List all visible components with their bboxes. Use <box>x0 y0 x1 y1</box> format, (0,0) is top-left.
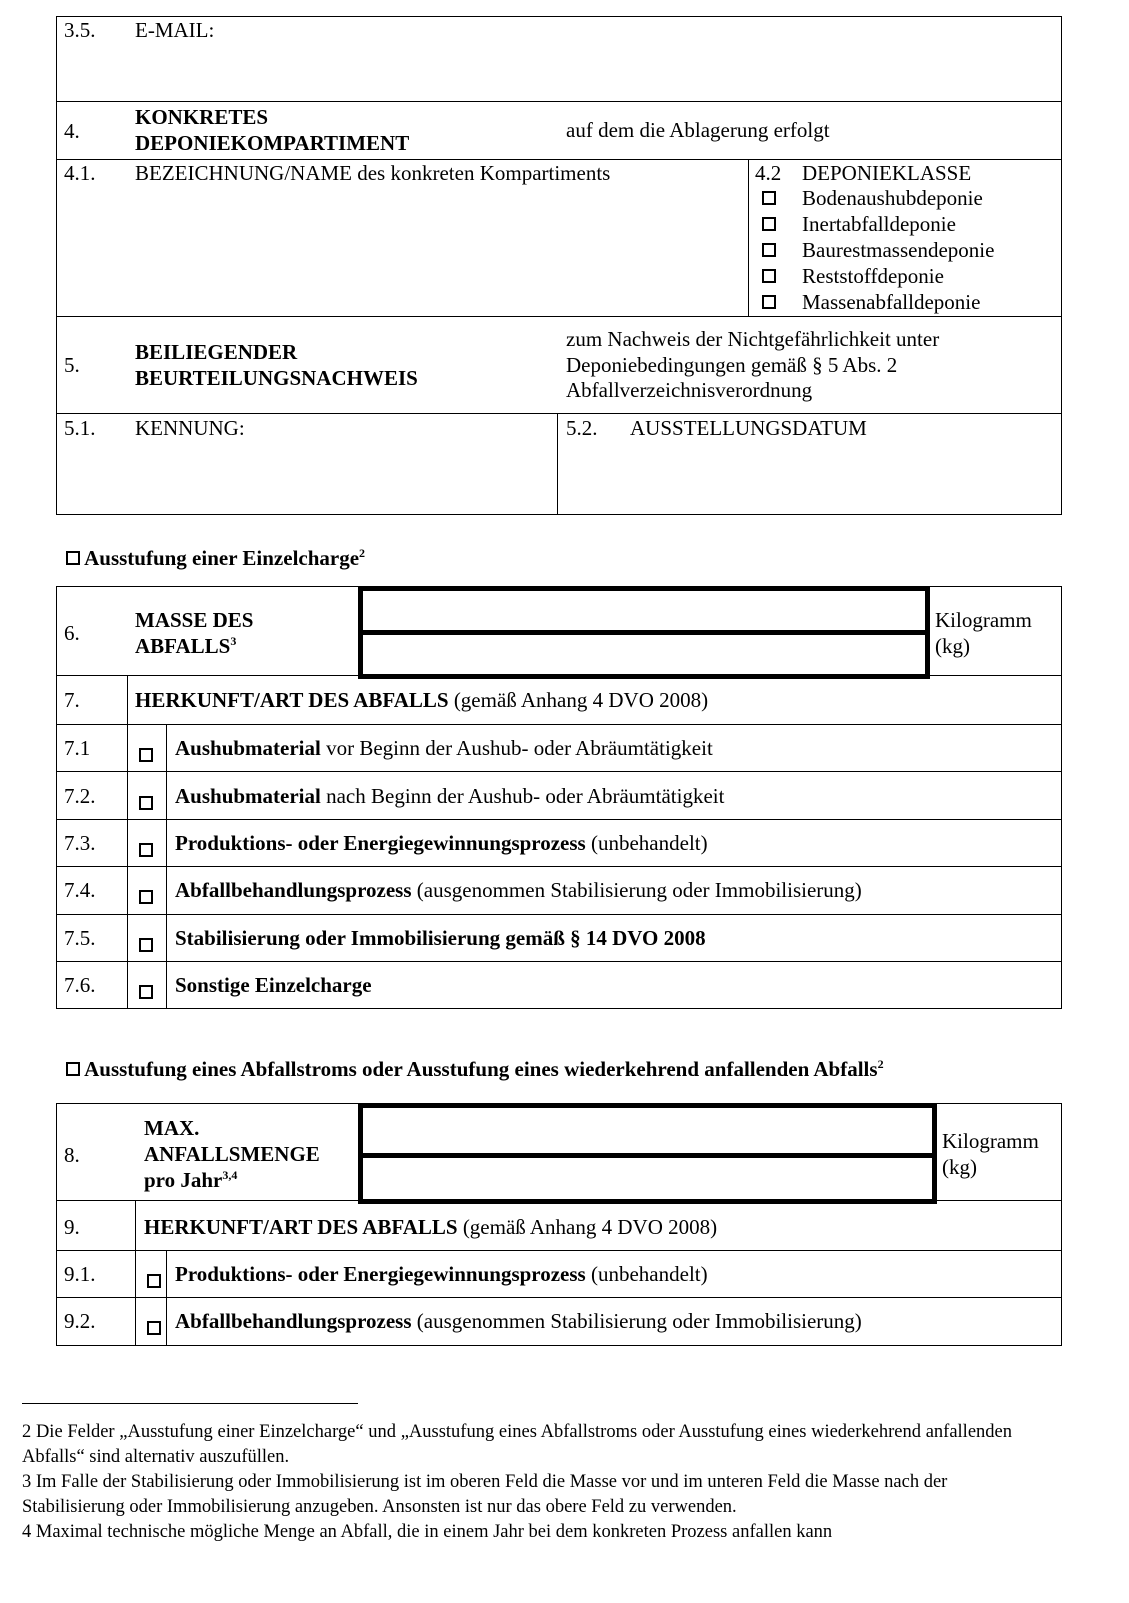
row-divider <box>56 1345 1062 1346</box>
kennung-label: KENNUNG: <box>135 416 245 440</box>
section-number: 7. <box>64 688 80 712</box>
item-bold: Stabilisierung oder Immobilisierung gemäß § 14 DVO 2008 <box>175 926 706 950</box>
unit-label: (kg) <box>942 1155 977 1179</box>
section-note: Deponiebedingungen gemäß § 5 Abs. 2 <box>566 353 898 377</box>
section-number: 5. <box>64 353 80 377</box>
item-label <box>175 830 708 856</box>
section-note: Abfallverzeichnisverordnung <box>566 378 813 402</box>
item-rest: nach Beginn der Aushub- oder Abräumtätigkeit <box>320 784 725 808</box>
checkbox[interactable] <box>762 191 776 205</box>
footnote-ref: 3,4 <box>222 1168 238 1182</box>
origin-item-7-4[interactable] <box>57 877 862 902</box>
item-bold: Abfallbehandlungsprozess <box>175 878 412 902</box>
option-baurestmassendeponie[interactable] <box>762 238 995 263</box>
section-number: 4.2 <box>755 161 782 185</box>
section-title-row <box>144 1214 717 1240</box>
section-number: 9. <box>64 1215 80 1239</box>
option-massenabfalldeponie[interactable] <box>762 290 981 315</box>
input-border <box>358 674 930 679</box>
item-number: 7.2. <box>64 784 96 808</box>
item-number: 7.5. <box>64 926 96 950</box>
row-divider <box>56 866 1062 867</box>
title-text: ABFALLS <box>135 634 231 658</box>
col-divider <box>166 724 167 1008</box>
section-title <box>135 633 236 659</box>
origin-item-9-1[interactable] <box>57 1261 708 1286</box>
section-number: 4. <box>64 119 80 143</box>
section-title: DEPONIEKOMPARTIMENT <box>135 131 410 155</box>
origin-item-7-6[interactable] <box>57 972 372 997</box>
origin-item-7-2[interactable] <box>57 783 725 808</box>
row-divider <box>56 771 1062 772</box>
option-label: Reststoffdeponie <box>802 264 944 288</box>
input-border <box>925 586 930 679</box>
row-divider <box>56 316 1062 317</box>
checkbox[interactable] <box>139 843 153 857</box>
item-label <box>175 925 706 951</box>
item-bold: Aushubmaterial <box>175 736 321 760</box>
col-divider <box>166 1250 167 1345</box>
kennung-field[interactable] <box>57 414 557 514</box>
item-number: 9.2. <box>64 1309 96 1333</box>
section-note: (gemäß Anhang 4 DVO 2008) <box>462 1215 718 1239</box>
item-number: 7.3. <box>64 831 96 855</box>
table-border <box>1061 586 1062 1009</box>
checkbox[interactable] <box>147 1274 161 1288</box>
section-title <box>144 1167 237 1193</box>
table-border <box>1061 1103 1062 1346</box>
section-number: 5.1. <box>64 416 96 440</box>
footnote-ref: 2 <box>359 546 366 560</box>
item-bold: Sonstige Einzelcharge <box>175 973 372 997</box>
checkbox[interactable] <box>762 243 776 257</box>
item-rest: vor Beginn der Aushub- oder Abräumtätigkeit <box>320 736 713 760</box>
unit-label: Kilogramm <box>942 1129 1039 1153</box>
mass-input-upper[interactable] <box>363 591 925 630</box>
section-note: auf dem die Ablagerung erfolgt <box>566 118 830 142</box>
origin-item-9-2[interactable] <box>57 1308 862 1333</box>
item-label <box>175 877 862 903</box>
checkbox[interactable] <box>762 295 776 309</box>
section-title: BEURTEILUNGSNACHWEIS <box>135 366 418 390</box>
input-border <box>932 1103 937 1204</box>
col-divider <box>127 675 128 1008</box>
footnote-number: 4 <box>22 1522 32 1542</box>
section-number: 6. <box>64 621 80 645</box>
row-divider <box>56 1297 1062 1298</box>
section-title: KONKRETES <box>135 105 269 129</box>
row-divider <box>56 914 1062 915</box>
unit-label: (kg) <box>935 634 970 658</box>
row-divider <box>56 724 1062 725</box>
ausstellungsdatum-label: AUSSTELLUNGSDATUM <box>630 416 867 440</box>
table-border <box>1061 16 1062 515</box>
item-bold: Produktions- oder Energiegewinnungsprozess <box>175 1262 586 1286</box>
footnote-4 <box>22 1520 1012 1545</box>
section-title: BEILIEGENDER <box>135 340 298 364</box>
item-number: 7.4. <box>64 878 96 902</box>
section-number: 3.5. <box>64 18 96 42</box>
origin-item-7-3[interactable] <box>57 830 708 855</box>
item-rest: (unbehandelt) <box>585 831 708 855</box>
checkbox[interactable] <box>139 748 153 762</box>
item-label <box>175 735 713 761</box>
checkbox[interactable] <box>147 1321 161 1335</box>
section-note: (gemäß Anhang 4 DVO 2008) <box>453 688 709 712</box>
item-bold: Produktions- oder Energiegewinnungsprozess <box>175 831 586 855</box>
row-divider <box>56 1008 1062 1009</box>
item-bold: Abfallbehandlungsprozess <box>175 1309 412 1333</box>
option-bodenaushubdeponie[interactable] <box>762 186 983 211</box>
footnote-text: Maximal technische mögliche Menge an Abfall, die in einem Jahr bei dem konkreten Prozess anfallen kann <box>35 1522 833 1542</box>
checkbox[interactable] <box>139 938 153 952</box>
amount-input-upper[interactable] <box>363 1108 932 1153</box>
origin-item-7-5[interactable] <box>57 925 706 950</box>
email-label: E-MAIL: <box>135 18 215 42</box>
section-title: MASSE DES <box>135 608 254 632</box>
option-reststoffdeponie[interactable] <box>762 264 944 289</box>
input-border <box>358 1199 937 1204</box>
section-number: 8. <box>64 1143 80 1167</box>
checkbox[interactable] <box>139 796 153 810</box>
origin-item-7-1[interactable] <box>57 735 713 760</box>
row-divider <box>56 819 1062 820</box>
checkbox[interactable] <box>762 217 776 231</box>
abfallstrom-checkbox[interactable] <box>66 1062 80 1076</box>
checkbox[interactable] <box>762 269 776 283</box>
option-label: Massenabfalldeponie <box>802 290 981 314</box>
section-title-row <box>135 687 708 713</box>
col-divider <box>135 1200 136 1345</box>
item-label <box>175 783 724 809</box>
row-divider <box>56 961 1062 962</box>
footnote-ref: 3 <box>230 634 237 648</box>
section-number: 4.1. <box>64 161 96 185</box>
footnote-separator <box>22 1403 358 1404</box>
item-rest: (unbehandelt) <box>585 1262 708 1286</box>
compartment-name-label: BEZEICHNUNG/NAME des konkreten Kompartiments <box>135 161 611 185</box>
abfallstrom-heading[interactable] <box>66 1056 884 1082</box>
item-number: 7.6. <box>64 973 96 997</box>
row-divider <box>56 1250 1062 1251</box>
item-rest: (ausgenommen Stabilisierung oder Immobilisierung) <box>411 878 862 902</box>
deponieklasse-label: DEPONIEKLASSE <box>802 161 972 185</box>
footnote-2 <box>22 1420 1012 1470</box>
footnote-number: 2 <box>22 1422 32 1442</box>
footnote-3 <box>22 1470 1012 1520</box>
option-label: Bodenaushubdeponie <box>802 186 983 210</box>
col-divider <box>748 159 749 316</box>
item-rest: (ausgenommen Stabilisierung oder Immobilisierung) <box>411 1309 862 1333</box>
section-title: HERKUNFT/ART DES ABFALLS <box>135 688 449 712</box>
section-title: MAX. <box>144 1116 200 1140</box>
row-divider <box>56 101 1062 102</box>
section-number: 5.2. <box>566 416 598 440</box>
option-label: Inertabfalldeponie <box>802 212 956 236</box>
footnote-ref: 2 <box>877 1057 884 1071</box>
checkbox[interactable] <box>139 985 153 999</box>
item-label <box>175 1261 708 1287</box>
title-text: pro Jahr <box>144 1168 223 1192</box>
checkbox[interactable] <box>139 890 153 904</box>
item-number: 7.1 <box>64 736 91 760</box>
einzelcharge-checkbox[interactable] <box>66 551 80 565</box>
section-note: zum Nachweis der Nichtgefährlichkeit unter <box>566 327 940 351</box>
item-number: 9.1. <box>64 1262 96 1286</box>
footnote-number: 3 <box>22 1472 32 1492</box>
item-label <box>175 972 372 998</box>
unit-label: Kilogramm <box>935 608 1032 632</box>
item-label <box>175 1308 862 1334</box>
footnote-text: Die Felder „Ausstufung einer Einzelcharge“ und „Ausstufung eines Abfallstroms oder Ausstufung eines wiederkehrend anfallenden Abfalls“ sind alternativ auszufüllen. <box>22 1422 1012 1467</box>
item-bold: Aushubmaterial <box>175 784 321 808</box>
section-title: ANFALLSMENGE <box>144 1142 320 1166</box>
heading-text: Ausstufung eines Abfallstroms oder Ausstufung eines wiederkehrend anfallenden Abfalls <box>84 1057 878 1081</box>
amount-input-lower[interactable] <box>363 1158 932 1199</box>
row-divider <box>56 514 1062 515</box>
option-inertabfalldeponie[interactable] <box>762 212 956 237</box>
option-label: Baurestmassendeponie <box>802 238 995 262</box>
einzelcharge-heading[interactable] <box>66 545 365 571</box>
footnote-text: Im Falle der Stabilisierung oder Immobilisierung ist im oberen Feld die Masse vor und im unteren Feld die Masse nach der Stabilisierung oder Immobilisierung anzugeben. Ansonsten ist nur das obere Feld zu verwenden. <box>22 1472 948 1517</box>
mass-input-lower[interactable] <box>363 635 925 674</box>
section-title: HERKUNFT/ART DES ABFALLS <box>144 1215 458 1239</box>
heading-text: Ausstufung einer Einzelcharge <box>84 546 360 570</box>
